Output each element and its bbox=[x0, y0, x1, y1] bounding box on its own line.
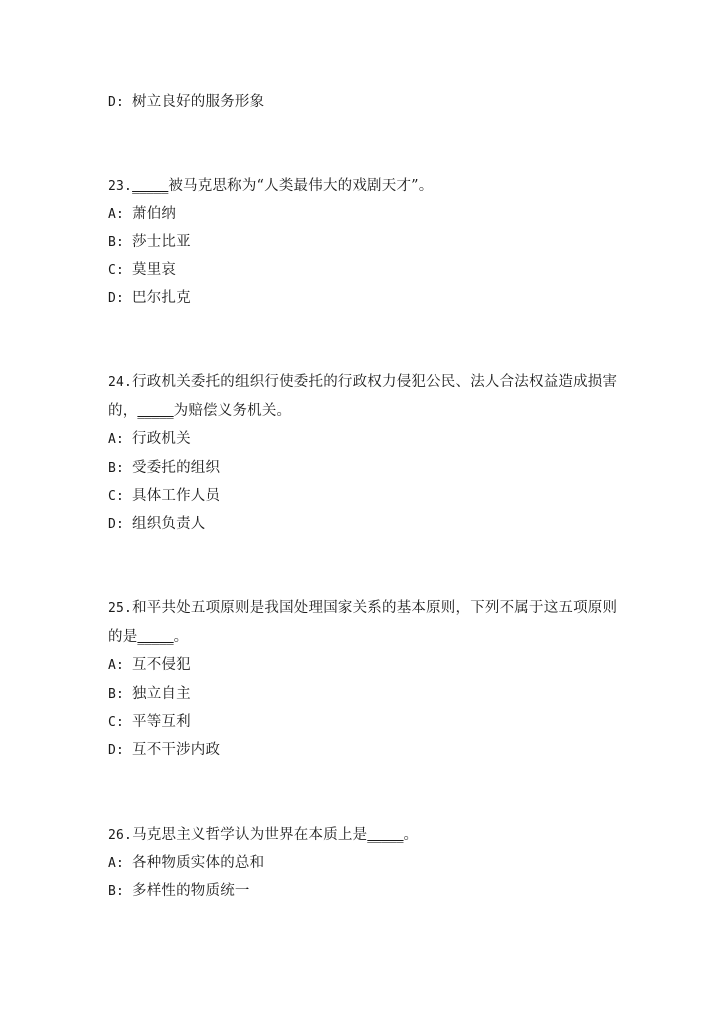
option-text: 独立自主 bbox=[132, 686, 191, 702]
option-text: 组织负责人 bbox=[132, 516, 206, 532]
question-25-option-a bbox=[108, 655, 191, 676]
option-text: 巴尔扎克 bbox=[132, 290, 191, 306]
question-text: 的， bbox=[108, 403, 138, 419]
option-letter: C: bbox=[108, 489, 125, 504]
answer-blank: _____ bbox=[132, 178, 169, 194]
option-text: 受委托的组织 bbox=[132, 460, 221, 476]
option-text: 莫里哀 bbox=[132, 262, 177, 278]
question-text: 马克思主义哲学认为世界在本质上是 bbox=[132, 827, 368, 843]
option-text: 萧伯纳 bbox=[132, 206, 177, 222]
option-letter: A: bbox=[108, 432, 125, 447]
question-text: 和平共处五项原则是我国处理国家关系的基本原则，下列不属于这五项原则 bbox=[132, 600, 618, 616]
question-25-option-b bbox=[108, 684, 191, 705]
answer-blank: _____ bbox=[367, 827, 404, 843]
question-text: 的是 bbox=[108, 629, 138, 645]
option-text: 多样性的物质统一 bbox=[132, 883, 250, 899]
option-letter: C: bbox=[108, 715, 125, 730]
option-letter: D: bbox=[108, 517, 125, 532]
option-letter: D: bbox=[108, 291, 125, 306]
answer-blank: _____ bbox=[137, 403, 174, 419]
option-text: 行政机关 bbox=[132, 431, 191, 447]
option-letter: A: bbox=[108, 856, 125, 871]
option-text: 具体工作人员 bbox=[132, 488, 221, 504]
option-text: 各种物质实体的总和 bbox=[132, 855, 265, 871]
question-number: 24. bbox=[108, 375, 133, 390]
option-letter: A: bbox=[108, 658, 125, 673]
option-letter: D: bbox=[108, 95, 125, 110]
question-24-stem-line2 bbox=[108, 401, 291, 421]
question-number: 23. bbox=[108, 179, 133, 194]
question-24-option-c bbox=[108, 486, 220, 507]
option-text: 互不干涉内政 bbox=[132, 742, 221, 758]
option-letter: B: bbox=[108, 235, 125, 250]
question-text: 。 bbox=[403, 827, 419, 843]
question-number: 26. bbox=[108, 828, 133, 843]
question-text: 。 bbox=[173, 629, 189, 645]
question-text: 行政机关委托的组织行使委托的行政权力侵犯公民、法人合法权益造成损害 bbox=[132, 374, 618, 390]
question-23-option-c bbox=[108, 260, 176, 281]
question-26-option-a bbox=[108, 853, 264, 874]
question-text: 为赔偿义务机关。 bbox=[173, 403, 292, 419]
question-number: 25. bbox=[108, 601, 133, 616]
question-26-option-b bbox=[108, 881, 250, 902]
question-24-option-b bbox=[108, 458, 220, 479]
question-24-option-d bbox=[108, 514, 206, 535]
question-24-option-a bbox=[108, 429, 191, 450]
option-text: 莎士比亚 bbox=[132, 234, 191, 250]
question-text: 被马克思称为“人类最伟大的戏剧天才”。 bbox=[168, 178, 434, 194]
option-text: 互不侵犯 bbox=[132, 657, 191, 673]
answer-blank: _____ bbox=[137, 629, 174, 645]
question-25-option-c bbox=[108, 712, 191, 733]
question-23-option-d bbox=[108, 288, 191, 309]
option-letter: C: bbox=[108, 263, 125, 278]
question-26-stem bbox=[108, 825, 418, 846]
option-letter: B: bbox=[108, 687, 125, 702]
option-text: 树立良好的服务形象 bbox=[132, 94, 265, 110]
question-23-stem bbox=[108, 176, 433, 197]
question-25-stem-line1 bbox=[108, 598, 617, 619]
option-letter: B: bbox=[108, 461, 125, 476]
option-letter: D: bbox=[108, 743, 125, 758]
option-letter: A: bbox=[108, 207, 125, 222]
option-d-prev bbox=[108, 92, 264, 113]
question-23-option-a bbox=[108, 204, 176, 225]
question-23-option-b bbox=[108, 232, 191, 253]
option-text: 平等互利 bbox=[132, 714, 191, 730]
question-25-stem-line2 bbox=[108, 627, 188, 647]
question-24-stem-line1 bbox=[108, 372, 617, 393]
option-letter: B: bbox=[108, 884, 125, 899]
question-25-option-d bbox=[108, 740, 220, 761]
